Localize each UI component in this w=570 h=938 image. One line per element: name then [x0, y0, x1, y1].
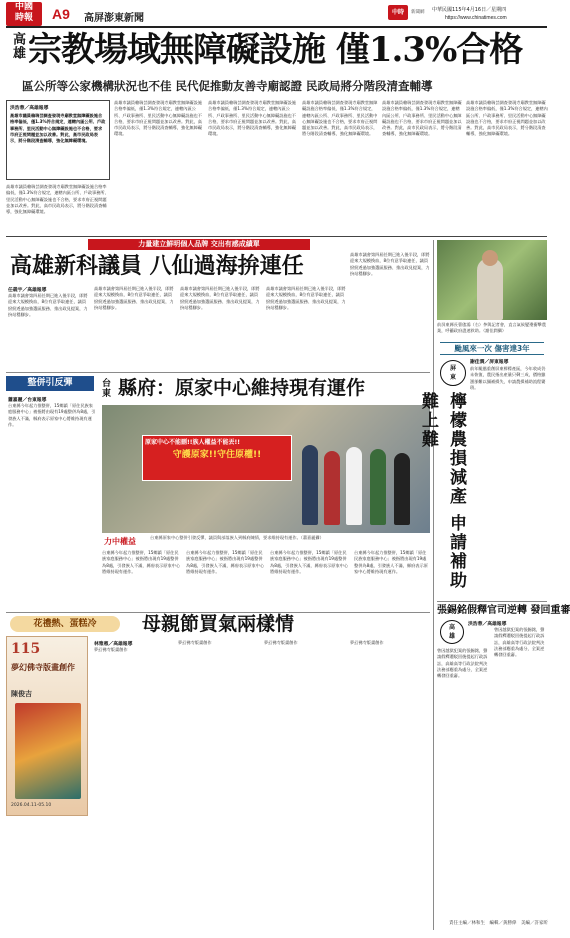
exhibition-ad-date: 2026.04.11-05.10 — [11, 803, 52, 808]
story4-headline: 母親節買氣兩樣情 — [142, 613, 295, 635]
lead-body-col6: 高雄市議員賴瑞芸調查發現寺廟教堂無障礙設施合格率偏低，僅1.3%符合規定，連轄內區公所、戶政事務所、里民活動中心無障礙設施也不合格，要求市府正視問題並加以改善。對此，高市民政局表示，將分階段清查輔導，強化無障礙環境。 — [466, 100, 548, 137]
brand-badge-subtitle: 新聞網 — [411, 10, 425, 15]
right-photo-caption: 前屏東縣長曹啟鴻（右）參與記者會，直言氣候變遷衝擊農業，呼籲政府盡速救助。（謝佳潤攝） — [437, 322, 546, 334]
person-figure-2 — [324, 451, 340, 525]
story4-ribbon-text: 花禮熱、蛋糕冷 — [33, 619, 97, 629]
right-mid-rule — [437, 601, 547, 602]
person-figure-1 — [302, 445, 318, 525]
date-line: 中華民國115年4月16日／星期四 — [432, 7, 507, 13]
story2-body-col3: 高雄市議會第四屆任期已進入後半段，即將迎來大規模換血，8位有意爭取連任，議員紛紛透過加強選區服務、推出政見提案，力拚站穩腳步。 — [180, 286, 260, 310]
person-figure-3 — [346, 447, 362, 525]
story4-ribbon — [10, 616, 120, 632]
right2-headline: 張錫銘假釋官司逆轉 發回重審 — [437, 605, 570, 616]
story3-body-col3: 台東縣今年起力推整併，15鄉鎮「原住民族家庭服務中心」被指將由現有19處整併為8處，引發族人不滿，縣府表示原家中心將維持現有運作。 — [186, 550, 265, 574]
lead-body-col3: 高雄市議員賴瑞芸調查發現寺廟教堂無障礙設施合格率偏低，僅1.3%符合規定，連轄內區公所、戶政事務所、里民活動中心無障礙設施也不合格，要求市府正視問題並加以改善。對此，高市民政局表示，將分階段清查輔導，強化無障礙環境。 — [208, 100, 296, 137]
story3-tag-text: 整併引反彈 — [27, 378, 73, 388]
story3-headline: 縣府：原家中心維持現有運作 — [118, 377, 366, 399]
lead-body-col5: 高雄市議員賴瑞芸調查發現寺廟教堂無障礙設施合格率偏低，僅1.3%符合規定，連轄內區公所、戶政事務所、里民活動中心無障礙設施也不合格，要求市府正視問題並加以改善。對此，高市民政局表示，將分階段清查輔導，強化無障礙環境。 — [382, 100, 462, 137]
protest-banner-line1: 原家中心不能刪!!族人權益不能丟!! — [145, 439, 240, 446]
lead-body-col1: 高雄市議員賴瑞芸調查發現寺廟教堂無障礙設施合格率偏低，僅1.3%符合規定，連轄內區公所、戶政事務所、里民活動中心無障礙設施也不合格，要求市府正視問題並加以改善。對此，高市民政局表示，將分階段清查輔導，強化無障礙環境。 — [6, 184, 109, 215]
protest-banner — [142, 435, 292, 481]
right-body-col1: 前年颱風重創屏東檸檬產區，今年收成仍未恢復，農民指出產量只剩三成，價格雖漲卻難以彌補損失，申請農損補助流程繁瑣。 — [470, 366, 546, 390]
story3-tag — [6, 376, 94, 391]
story3-photo — [102, 405, 430, 533]
story4-body-col1: 夢幻佛寺版畫創作 — [94, 647, 128, 652]
newspaper-logo — [6, 2, 42, 26]
speaker-figure — [477, 258, 503, 320]
exhibition-ad — [6, 636, 88, 816]
lead-summary: 高雄市議員賴瑞芸調查發現寺廟教堂無障礙設施合格率偏低，僅1.3%符合規定，連轄內區公所、戶政事務所、里民活動中心無障礙設施也不合格，要求市府正視問題並加以改善。對此，高市民政局表示，將分階段清查輔導，強化無障礙環境。 — [10, 113, 106, 144]
exhibition-ad-name: 陳俊吉 — [11, 690, 32, 698]
lead-city-tag: 高雄 — [10, 32, 25, 60]
story3-body-col5: 台東縣今年起力推整併，15鄉鎮「原住民族家庭服務中心」被指將由現有19處整併為8處，引發族人不滿，縣府表示原家中心將維持現有運作。 — [354, 550, 428, 574]
right2-city-badge-text: 高雄 — [448, 624, 455, 640]
right-photo — [437, 240, 547, 320]
ad-strip-text: 力量建立鮮明個人品牌 交出有感成績單 — [138, 240, 260, 248]
speaker-head — [482, 250, 498, 266]
story3-photo-credit: 力中權益 — [104, 537, 136, 546]
story4-body-col4: 夢幻佛寺版畫創作 — [350, 640, 384, 645]
protest-banner-line2: 守護原家!!守住原權!! — [172, 450, 262, 460]
column-divider — [433, 240, 434, 930]
story2-body-col5: 高雄市議會第四屆任期已進入後半段，即將迎來大規模換血，8位有意爭取連任，議員紛紛透過加強選區服務、推出政見提案，力拚站穩腳步。 — [350, 252, 430, 276]
right2-body-col2: 曾因越獄犯案的張錫銘，聲請假釋遭駁回後提起行政訴訟，高雄高等行政法院判決法務部應重為處分，全案逆轉發回重審。 — [494, 627, 545, 658]
right-city-badge — [440, 360, 466, 386]
right2-body-col1: 曾因越獄犯案的張錫銘，聲請假釋遭駁回後提起行政訴訟，高雄高等行政法院判決法務部應重為處分，全案逆轉發回重審。 — [437, 648, 488, 679]
story4-body-col3: 夢幻佛寺版畫創作 — [264, 640, 298, 645]
person-figure-5 — [394, 453, 410, 525]
logo-line1: 中國 — [14, 2, 33, 12]
story3-body-col4: 台東縣今年起力推整併，15鄉鎮「原住民族家庭服務中心」被指將由現有19處整併為8處，引發族人不滿，縣府表示原家中心將維持現有運作。 — [270, 550, 349, 574]
right2-city-badge — [440, 620, 464, 644]
site-url: https://www.chinatimes.com — [445, 15, 507, 21]
story3-byline: 蕭嘉麗／台東報導 — [8, 398, 47, 403]
editor-footer: 責任主編／林和生 編輯／黃勝偉 美編／許家昕 — [449, 921, 548, 926]
masthead — [0, 0, 553, 28]
story3-body-col1: 台東縣今年起力推整併，15鄉鎮「原住民族家庭服務中心」被指將由現有19處整併為8處，引發族人不滿，縣府表示原家中心將維持現有運作。 — [8, 403, 96, 427]
exhibition-ad-artwork — [15, 703, 81, 799]
exhibition-ad-year: 115 — [11, 641, 41, 657]
story3-city-tag: 台東 — [102, 379, 112, 399]
brand-badge — [388, 5, 408, 20]
story2-body-col1: 高雄市議會第四屆任期已進入後半段，即將迎來大規模換血，8位有意爭取連任，議員紛紛透過加強選區服務、推出政見提案，力拚站穩腳步。 — [8, 293, 88, 317]
lead-body-col2: 高雄市議員賴瑞芸調查發現寺廟教堂無障礙設施合格率偏低，僅1.3%符合規定，連轄內區公所、戶政事務所、里民活動中心無障礙設施也不合格，要求市府正視問題並加以改善。對此，高市民政局表示，將分階段清查輔導，強化無障礙環境。 — [114, 100, 202, 137]
lead-headline: 宗教場域無障礙設施 僅1.3%合格 — [28, 30, 523, 70]
story2-bottom-rule — [6, 372, 430, 373]
person-figure-4 — [370, 449, 386, 525]
logo-line2: 時報 — [14, 13, 33, 23]
ad-strip — [88, 239, 310, 250]
story3-photo-caption: 台東縣原家中心整併引發反彈，議員與部落族人到縣府陳情，要求維持現有運作。（蕭嘉麗攝） — [150, 535, 324, 540]
right-byline: 謝佳潤／屏東報導 — [470, 360, 509, 365]
story2-body-col4: 高雄市議會第四屆任期已進入後半段，即將迎來大規模換血，8位有意爭取連任，議員紛紛透過加強選區服務、推出政見提案，力拚站穩腳步。 — [266, 286, 346, 310]
lead-summary-box — [6, 100, 110, 180]
right-ribbon — [440, 342, 544, 355]
right-ribbon-text: 颱風來一次 傷害達3年 — [454, 344, 530, 353]
lead-byline: 洪浩蓉／高雄報導 — [10, 106, 49, 111]
lead-bottom-rule — [6, 236, 547, 237]
lead-subhead: 區公所等公家機構狀況也不佳 民代促推動友善寺廟認證 民政局將分階段清查輔導 — [22, 79, 433, 93]
story4-byline: 林雅惠／高雄報導 — [94, 642, 133, 647]
lead-body-col4: 高雄市議員賴瑞芸調查發現寺廟教堂無障礙設施合格率偏低，僅1.3%符合規定，連轄內區公所、戶政事務所、里民活動中心無障礙設施也不合格，要求市府正視問題並加以改善。對此，高市民政局表示，將分階段清查輔導，強化無障礙環境。 — [302, 100, 378, 137]
page-number: A9 — [52, 6, 70, 22]
right2-byline: 洪浩蓉／高雄報導 — [468, 622, 507, 627]
story3-body-col2: 台東縣今年起力推整併，15鄉鎮「原住民族家庭服務中心」被指將由現有19處整併為8處，引發族人不滿，縣府表示原家中心將維持現有運作。 — [102, 550, 181, 574]
right-city-badge-text: 屏東 — [449, 365, 456, 381]
section-title: 高屏澎東新聞 — [84, 13, 144, 24]
story2-body-col2: 高雄市議會第四屆任期已進入後半段，即將迎來大規模換血，8位有意爭取連任，議員紛紛透過加強選區服務、推出政見提案，力拚站穩腳步。 — [94, 286, 174, 310]
story2-headline: 高雄新科議員 八仙過海拚連任 — [10, 254, 304, 279]
right-vertical-headline: 檸檬農損減產 申請補助難上難 — [418, 392, 466, 590]
story4-body-col2: 夢幻佛寺版畫創作 — [178, 640, 212, 645]
exhibition-ad-title: 夢幻佛寺版畫創作 — [11, 663, 75, 672]
story2-byline: 任義宇／高雄報導 — [8, 288, 47, 293]
masthead-rule — [6, 26, 547, 28]
brand-badge-text: 中時 — [391, 9, 404, 16]
